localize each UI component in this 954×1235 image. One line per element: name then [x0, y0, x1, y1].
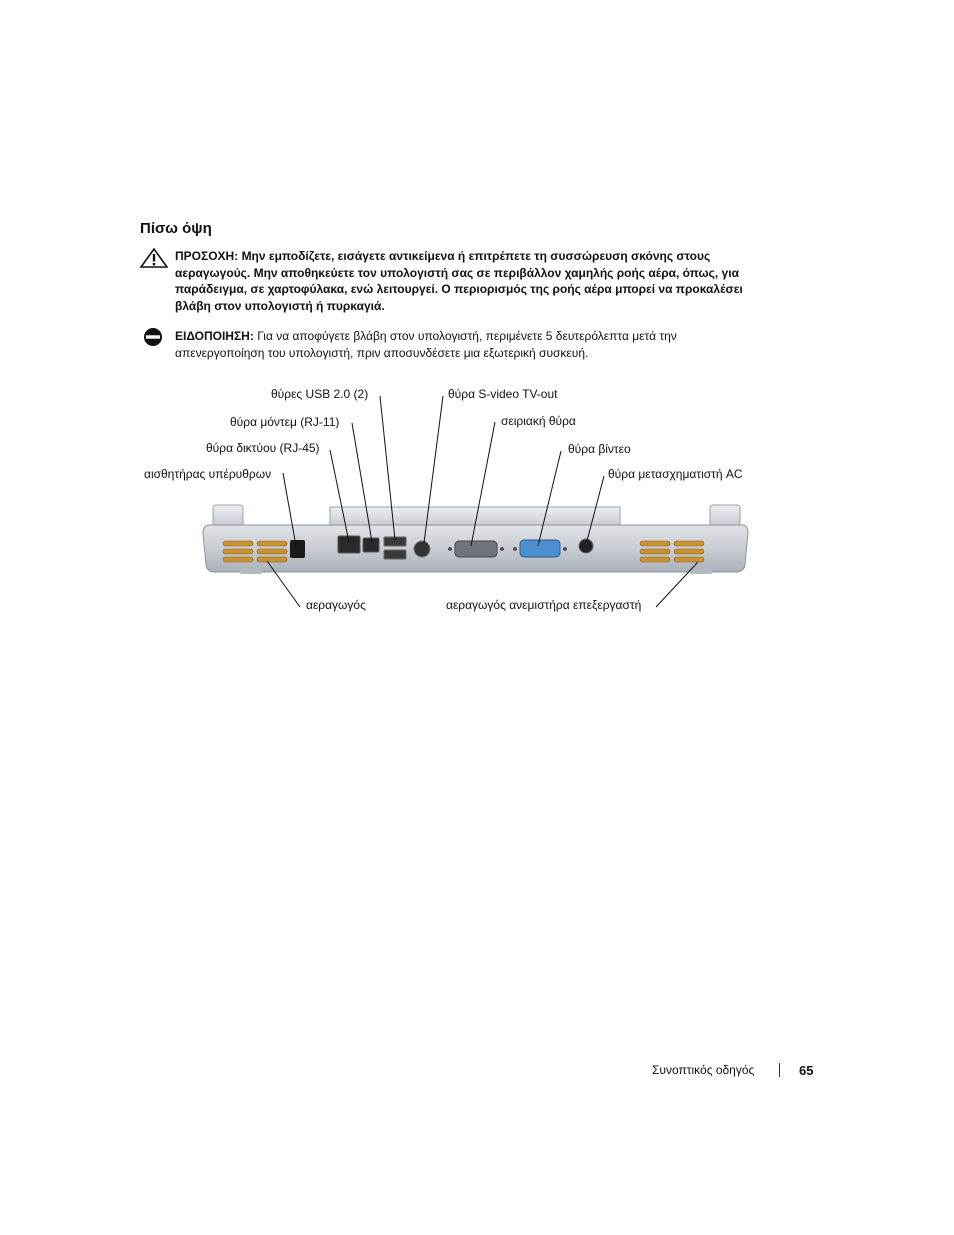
fan-vent-label: αεραγωγός ανεμιστήρα επεξεργαστή: [446, 598, 642, 612]
page-number: 65: [799, 1063, 814, 1078]
serial-port-label: σειριακή θύρα: [501, 414, 576, 428]
modem-port-label: θύρα μόντεμ (RJ-11): [230, 415, 340, 429]
caution-text: Μην εμποδίζετε, εισάγετε αντικείμενα ή επιτρέπετε τη συσσώρευση σκόνης στους αεραγωγούς. Μην αποθηκεύετε τον υπολογιστή σας σε περιβάλλον χαμηλής ροής αέρα, όπως, για παράδειγμα, σε χαρτοφύλακα, ενώ λειτουργεί. Ο περιορισμός της ροής αέρα μπορεί να προκαλέσει βλάβη στον υπολογιστή ή πυρκαγιά.: [175, 249, 743, 313]
video-port-label: θύρα βίντεο: [568, 442, 631, 456]
caution-lead: ΠΡΟΣΟΧΗ:: [175, 249, 239, 263]
footer-separator: [779, 1063, 780, 1077]
infrared-sensor: [290, 540, 305, 558]
svideo-port: [414, 541, 430, 557]
section-title: Πίσω όψη: [140, 220, 212, 237]
serial-port: [448, 541, 504, 557]
notice-lead: ΕΙΔΟΠΟΙΗΣΗ:: [175, 329, 254, 343]
network-port: [338, 536, 360, 553]
infrared-sensor-label: αισθητήρας υπέρυθρων: [144, 467, 272, 481]
vent-label: αεραγωγός: [306, 598, 366, 612]
footer-title: Συνοπτικός οδηγός: [652, 1063, 755, 1077]
svideo-port-label: θύρα S-video TV-out: [448, 387, 558, 401]
usb-ports-label: θύρες USB 2.0 (2): [271, 387, 369, 401]
ac-adapter-port: [579, 539, 593, 553]
ac-adapter-port-label: θύρα μετασχηματιστή AC: [608, 467, 743, 481]
notice-text: Για να αποφύγετε βλάβη στον υπολογιστή, περιμένετε 5 δευτερόλεπτα μετά την απενεργοποίηση του υπολογιστή, πριν αποσυνδέσετε μια εξωτερική συσκευή.: [175, 329, 677, 360]
video-port: [513, 540, 567, 557]
modem-port: [363, 538, 379, 552]
laptop-body: [203, 505, 748, 574]
network-port-label: θύρα δικτύου (RJ-45): [206, 441, 320, 455]
